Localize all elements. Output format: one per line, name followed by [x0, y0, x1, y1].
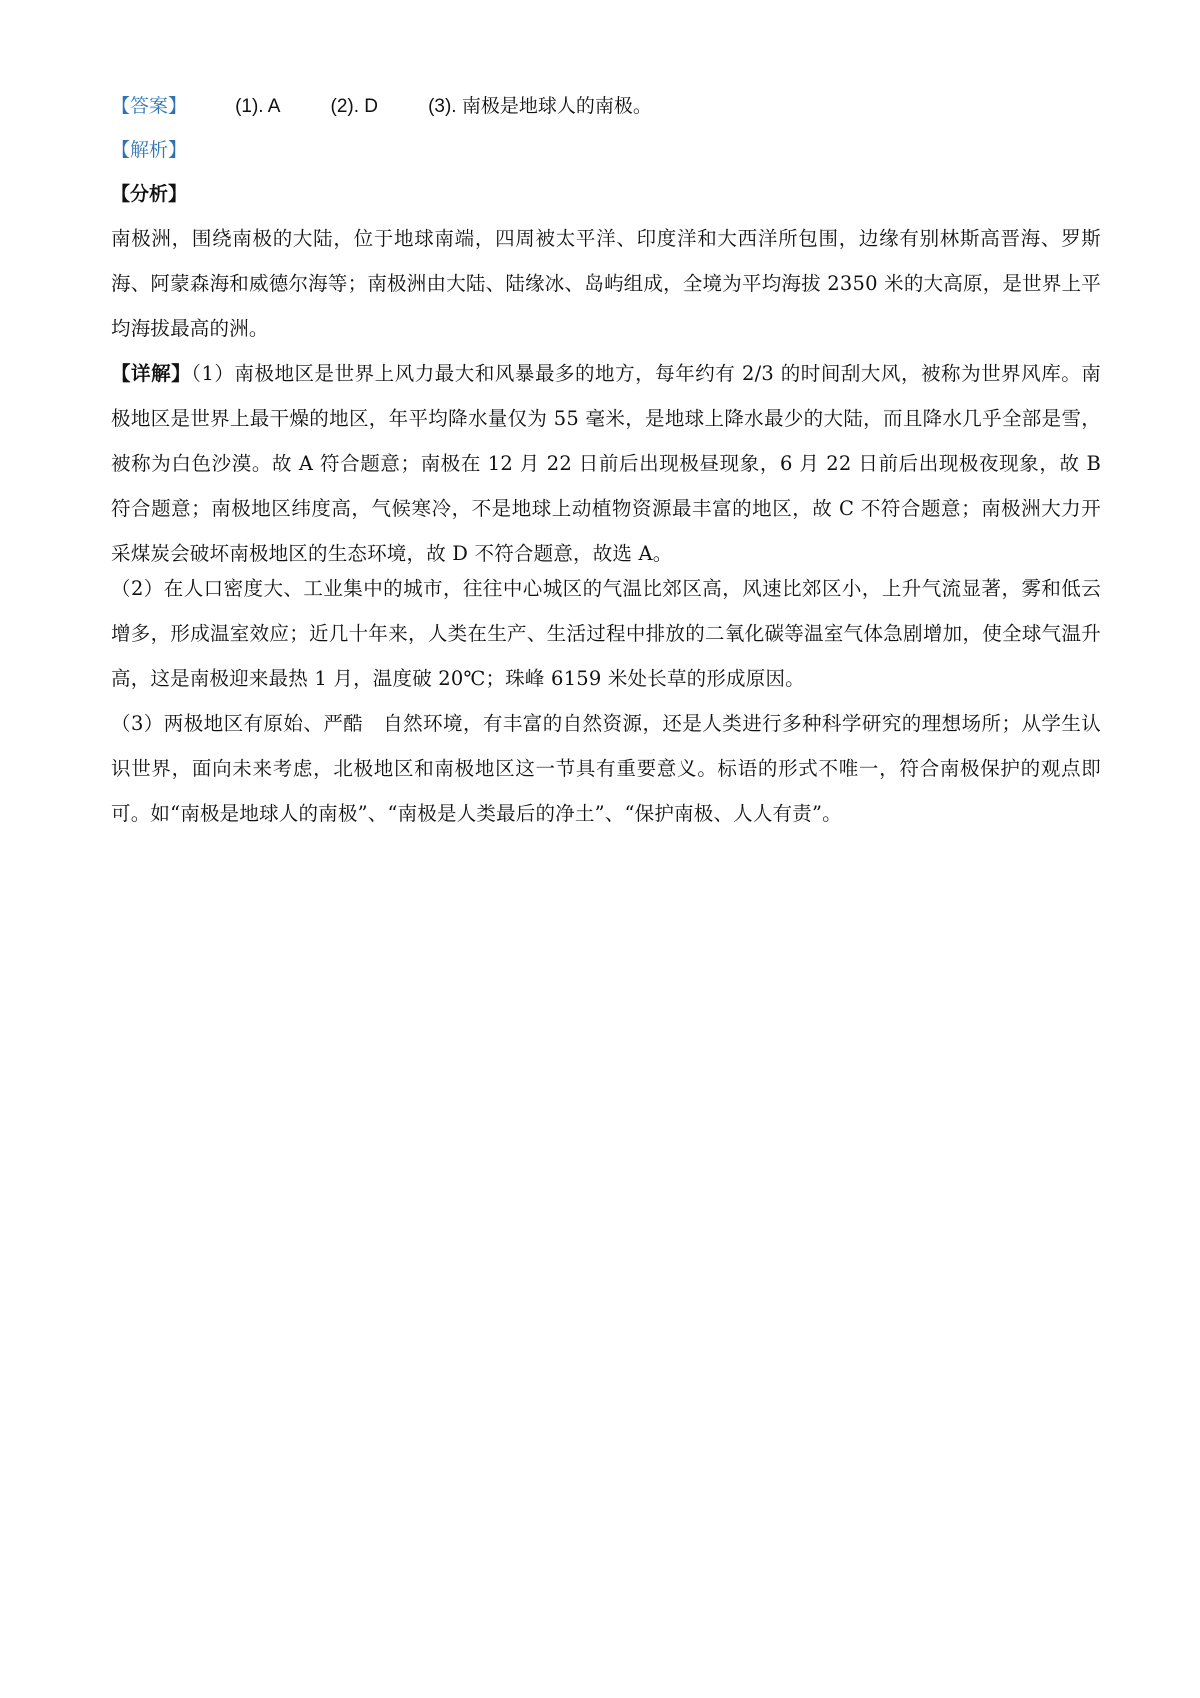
detail-paragraph-3: （3）两极地区有原始、严酷 自然环境，有丰富的自然资源，还是人类进行多种科学研究的理想场所；从学生认识世界，面向未来考虑，北极地区和南极地区这一节具有重要意义。标语的形式不唯一，符合南极保护的观点即可。如“南极是地球人的南极”、“南极是人类最后的净土”、“保护南极、人人有责”。 [111, 712, 1101, 825]
answer-item-3: (3). 南极是地球人的南极。 [428, 96, 652, 117]
fenxi-tag: 【分析】 [111, 183, 188, 205]
answer-tag: 【答案】 [111, 95, 188, 117]
answer-item-1: (1). A [235, 96, 281, 117]
answer-item-2: (2). D [330, 96, 379, 117]
fenxi-paragraph: 南极洲，围绕南极的大陆，位于地球南端，四周被太平洋、印度洋和大西洋所包围，边缘有别林斯高晋海、罗斯海、阿蒙森海和威德尔海等；南极洲由大陆、陆缘冰、岛屿组成，全境为平均海拔 2350 米的大高原，是世界上平均海拔最高的洲。 [111, 227, 1101, 340]
detail-text-1: （1）南极地区是世界上风力最大和风暴最多的地方，每年约有 2/3 的时间刮大风，被称为世界风库。南极地区是世界上最干燥的地区，年平均降水量仅为 55 毫米，是地球上降水最少的大陆，而且降水几乎全部是雪，被称为白色沙漠。故 A 符合题意；南极在 12 月 22 日前后出现极昼现象，6 月 22 日前后出现极夜现象，故 B 符合题意；南极地区纬度高，气候寒冷，不是地球上动植物资源最丰富的地区，故 C 不符合题意；南极洲大力开采煤炭会破坏南极地区的生态环境，故 D 不符合题意，故选 A。 [111, 362, 1101, 565]
detail-paragraph-2: （2）在人口密度大、工业集中的城市，往往中心城区的气温比郊区高，风速比郊区小，上升气流显著，雾和低云增多，形成温室效应；近几十年来，人类在生产、生活过程中排放的二氧化碳等温室气体急剧增加，使全球气温升高，这是南极迎来最热 1 月，温度破 20℃；珠峰 6159 米处长草的形成原因。 [111, 577, 1101, 690]
detail-paragraph-1 [111, 351, 1101, 576]
detail-tag: 【详解】 [111, 362, 192, 385]
answer-line [111, 84, 1101, 129]
analysis-tag: 【解析】 [111, 139, 188, 161]
